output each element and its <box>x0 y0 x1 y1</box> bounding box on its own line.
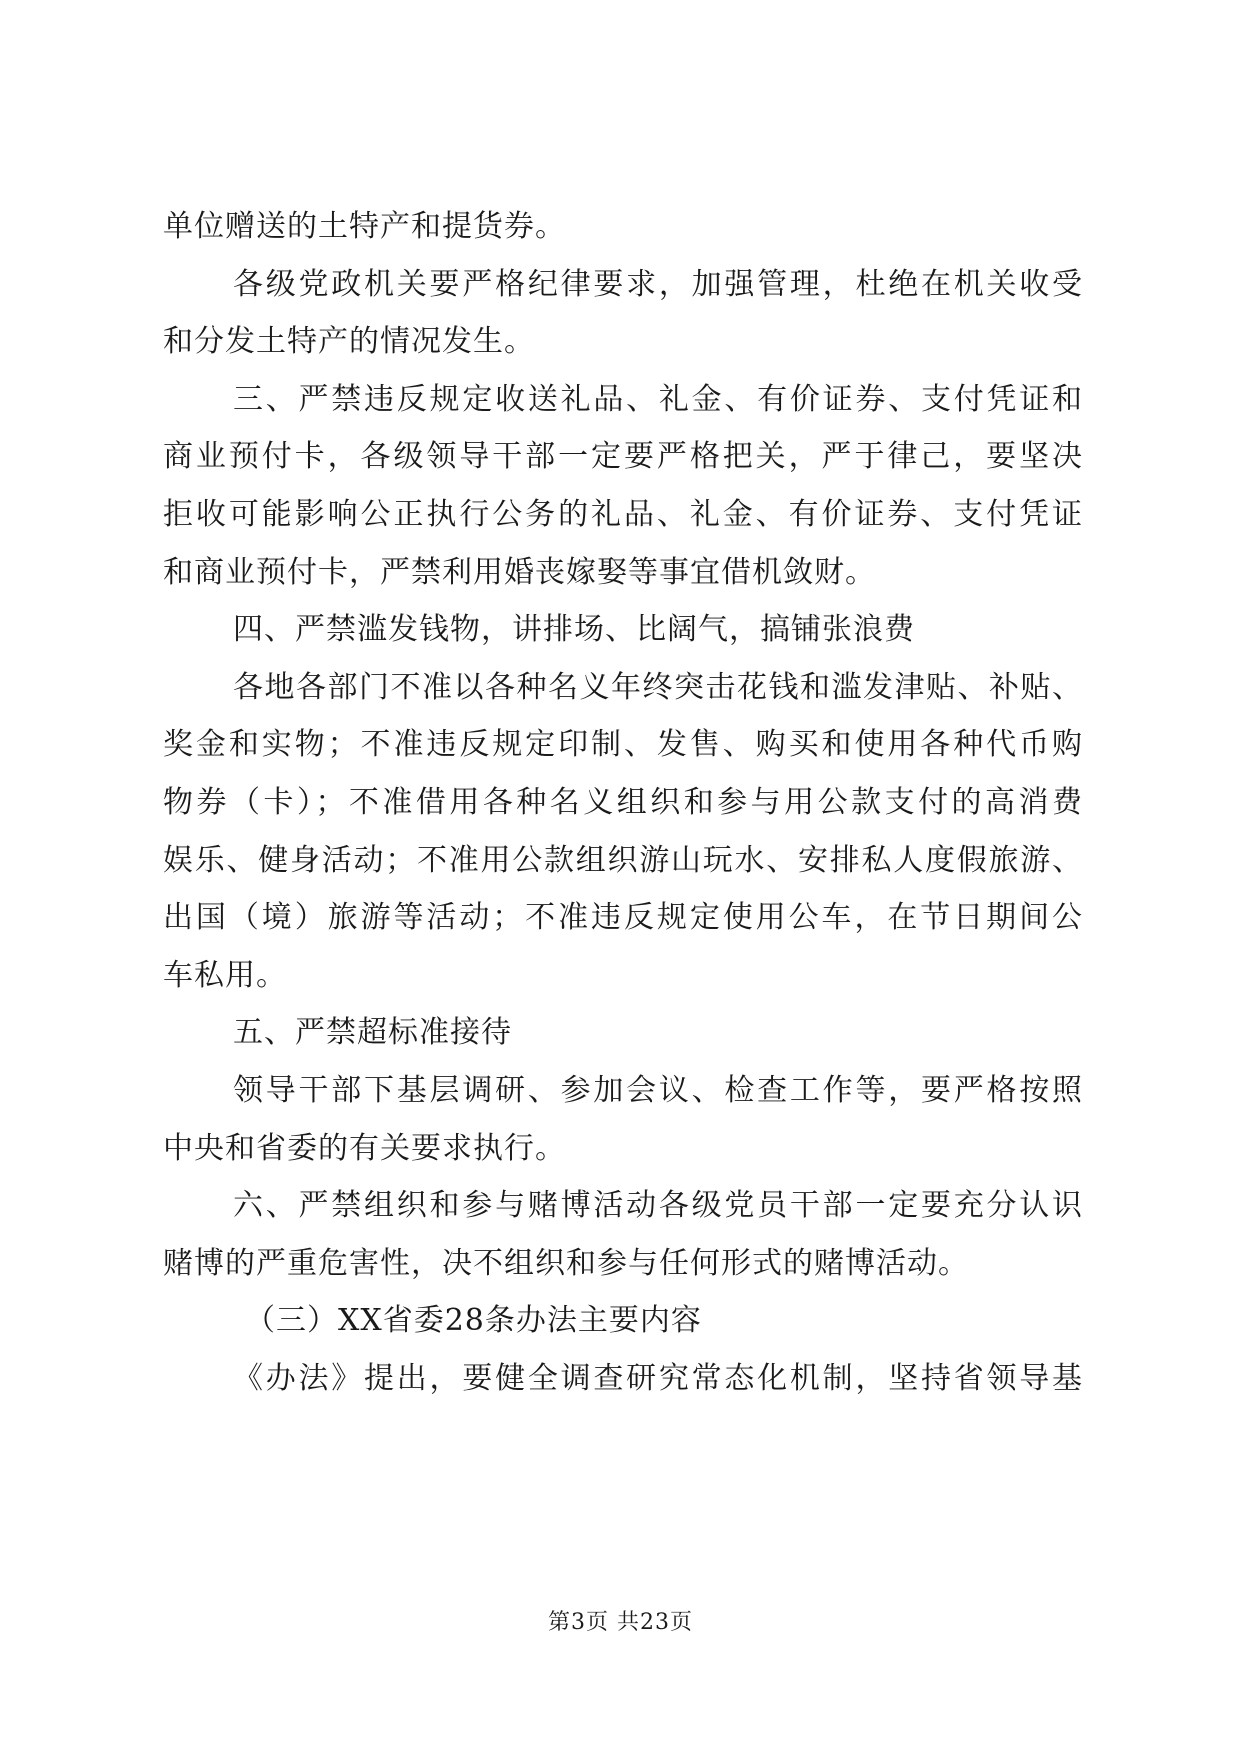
text-line: 《办法》提出，要健全调查研究常态化机制，坚持省领导基 <box>233 1360 1083 1396</box>
section-heading: （三）XX省委28条办法主要内容 <box>245 1303 702 1339</box>
page-number-footer: 第3页 共23页 <box>548 1610 693 1635</box>
section-heading: 五、严禁超标准接待 <box>233 1015 512 1051</box>
text-line: 领导干部下基层调研、参加会议、检查工作等，要严格按照 <box>233 1072 1083 1108</box>
text-line: 出国（境）旅游等活动；不准违反规定使用公车，在节日期间公 <box>163 900 1083 936</box>
text-line: 和分发土特产的情况发生。 <box>163 324 535 360</box>
section-heading: 四、严禁滥发钱物，讲排场、比阔气，搞铺张浪费 <box>233 612 915 648</box>
text-line: 车私用。 <box>163 957 287 993</box>
document-body <box>163 198 1083 1407</box>
text-line: 中央和省委的有关要求执行。 <box>163 1130 566 1166</box>
text-line: 各地各部门不准以各种名义年终突击花钱和滥发津贴、补贴、 <box>233 669 1083 705</box>
text-line: 拒收可能影响公正执行公务的礼品、礼金、有价证券、支付凭证 <box>163 496 1083 532</box>
text-line: 物券（卡）；不准借用各种名义组织和参与用公款支付的高消费 <box>163 784 1083 820</box>
text-line: 各级党政机关要严格纪律要求，加强管理，杜绝在机关收受 <box>233 266 1083 302</box>
text-line: 奖金和实物；不准违反规定印制、发售、购买和使用各种代币购 <box>163 727 1083 763</box>
text-line: 三、严禁违反规定收送礼品、礼金、有价证券、支付凭证和 <box>233 381 1083 417</box>
text-line: 和商业预付卡，严禁利用婚丧嫁娶等事宜借机敛财。 <box>163 554 876 590</box>
text-line: 六、严禁组织和参与赌博活动各级党员干部一定要充分认识 <box>233 1188 1083 1224</box>
text-line: 商业预付卡，各级领导干部一定要严格把关，严于律己，要坚决 <box>163 439 1083 475</box>
text-line: 单位赠送的土特产和提货券。 <box>163 209 566 244</box>
text-line: 娱乐、健身活动；不准用公款组织游山玩水、安排私人度假旅游、 <box>163 842 1083 878</box>
text-line: 赌博的严重危害性，决不组织和参与任何形式的赌博活动。 <box>163 1245 969 1281</box>
